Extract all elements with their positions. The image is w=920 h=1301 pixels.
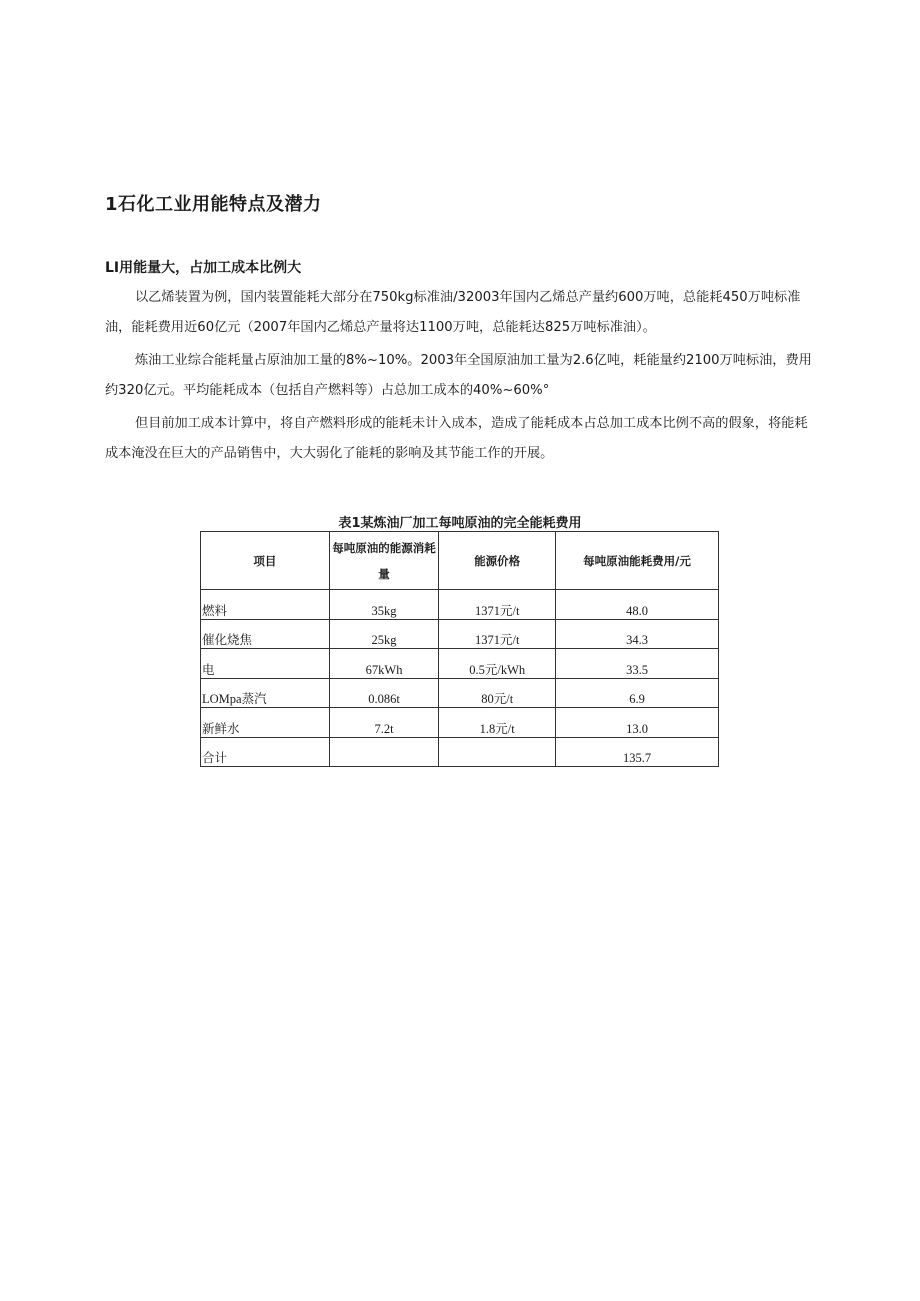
- cell-price: [439, 737, 556, 767]
- cell-price: 1371元/t: [439, 619, 556, 649]
- header-consumption: 每吨原油的能源消耗量: [329, 532, 439, 590]
- table-row: [201, 678, 719, 708]
- cell-cost: 6.9: [556, 678, 719, 708]
- cell-cost: 48.0: [556, 590, 719, 620]
- cell-price: 1371元/t: [439, 590, 556, 620]
- cell-item: LOMpa蒸汽: [201, 678, 330, 708]
- table-row: [201, 590, 719, 620]
- cell-item: 电: [201, 649, 330, 679]
- header-item: 项目: [201, 532, 330, 590]
- table-row: [201, 619, 719, 649]
- table-row: [201, 649, 719, 679]
- cell-price: 80元/t: [439, 678, 556, 708]
- subsection-title: LI用能量大，占加工成本比例大: [105, 260, 302, 276]
- table-caption: 表1某炼油厂加工每吨原油的完全能耗费用: [338, 516, 582, 531]
- cell-item: 催化烧焦: [201, 619, 330, 649]
- cell-price: 0.5元/kWh: [439, 649, 556, 679]
- table-row-total: [201, 737, 719, 767]
- cell-consumption: 35kg: [329, 590, 439, 620]
- cell-consumption: 0.086t: [329, 678, 439, 708]
- cell-cost: 13.0: [556, 708, 719, 738]
- header-cost: 每吨原油能耗费用/元: [556, 532, 719, 590]
- cell-item: 新鲜水: [201, 708, 330, 738]
- cell-cost: 34.3: [556, 619, 719, 649]
- cell-item: 燃料: [201, 590, 330, 620]
- energy-cost-table: [200, 531, 719, 767]
- table-header-row: [201, 532, 719, 590]
- paragraph-ethylene: 以乙烯装置为例，国内装置能耗大部分在750kg标准油/32003年国内乙烯总产量约600万吨，总能耗450万吨标准油，能耗费用近60亿元（2007年国内乙烯总产量将达1100万吨，总能耗达825万吨标准油）。: [105, 290, 801, 335]
- cell-cost: 135.7: [556, 737, 719, 767]
- cell-cost: 33.5: [556, 649, 719, 679]
- cell-consumption: 67kWh: [329, 649, 439, 679]
- cell-consumption: [329, 737, 439, 767]
- table-row: [201, 708, 719, 738]
- header-price: 能源价格: [439, 532, 556, 590]
- paragraph-refining: 炼油工业综合能耗量占原油加工量的8%~10%。2003年全国原油加工量为2.6亿吨，耗能量约2100万吨标油，费用约320亿元。平均能耗成本（包括自产燃料等）占总加工成本的40%~60%°: [105, 353, 812, 398]
- cell-consumption: 25kg: [329, 619, 439, 649]
- cell-item: 合计: [201, 737, 330, 767]
- cell-consumption: 7.2t: [329, 708, 439, 738]
- cell-price: 1.8元/t: [439, 708, 556, 738]
- paragraph-cost-accounting: 但目前加工成本计算中，将自产燃料形成的能耗未计入成本，造成了能耗成本占总加工成本比例不高的假象，将能耗成本淹没在巨大的产品销售中，大大弱化了能耗的影响及其节能工作的开展。: [105, 416, 808, 461]
- section-title: 1石化工业用能特点及潜力: [105, 194, 322, 215]
